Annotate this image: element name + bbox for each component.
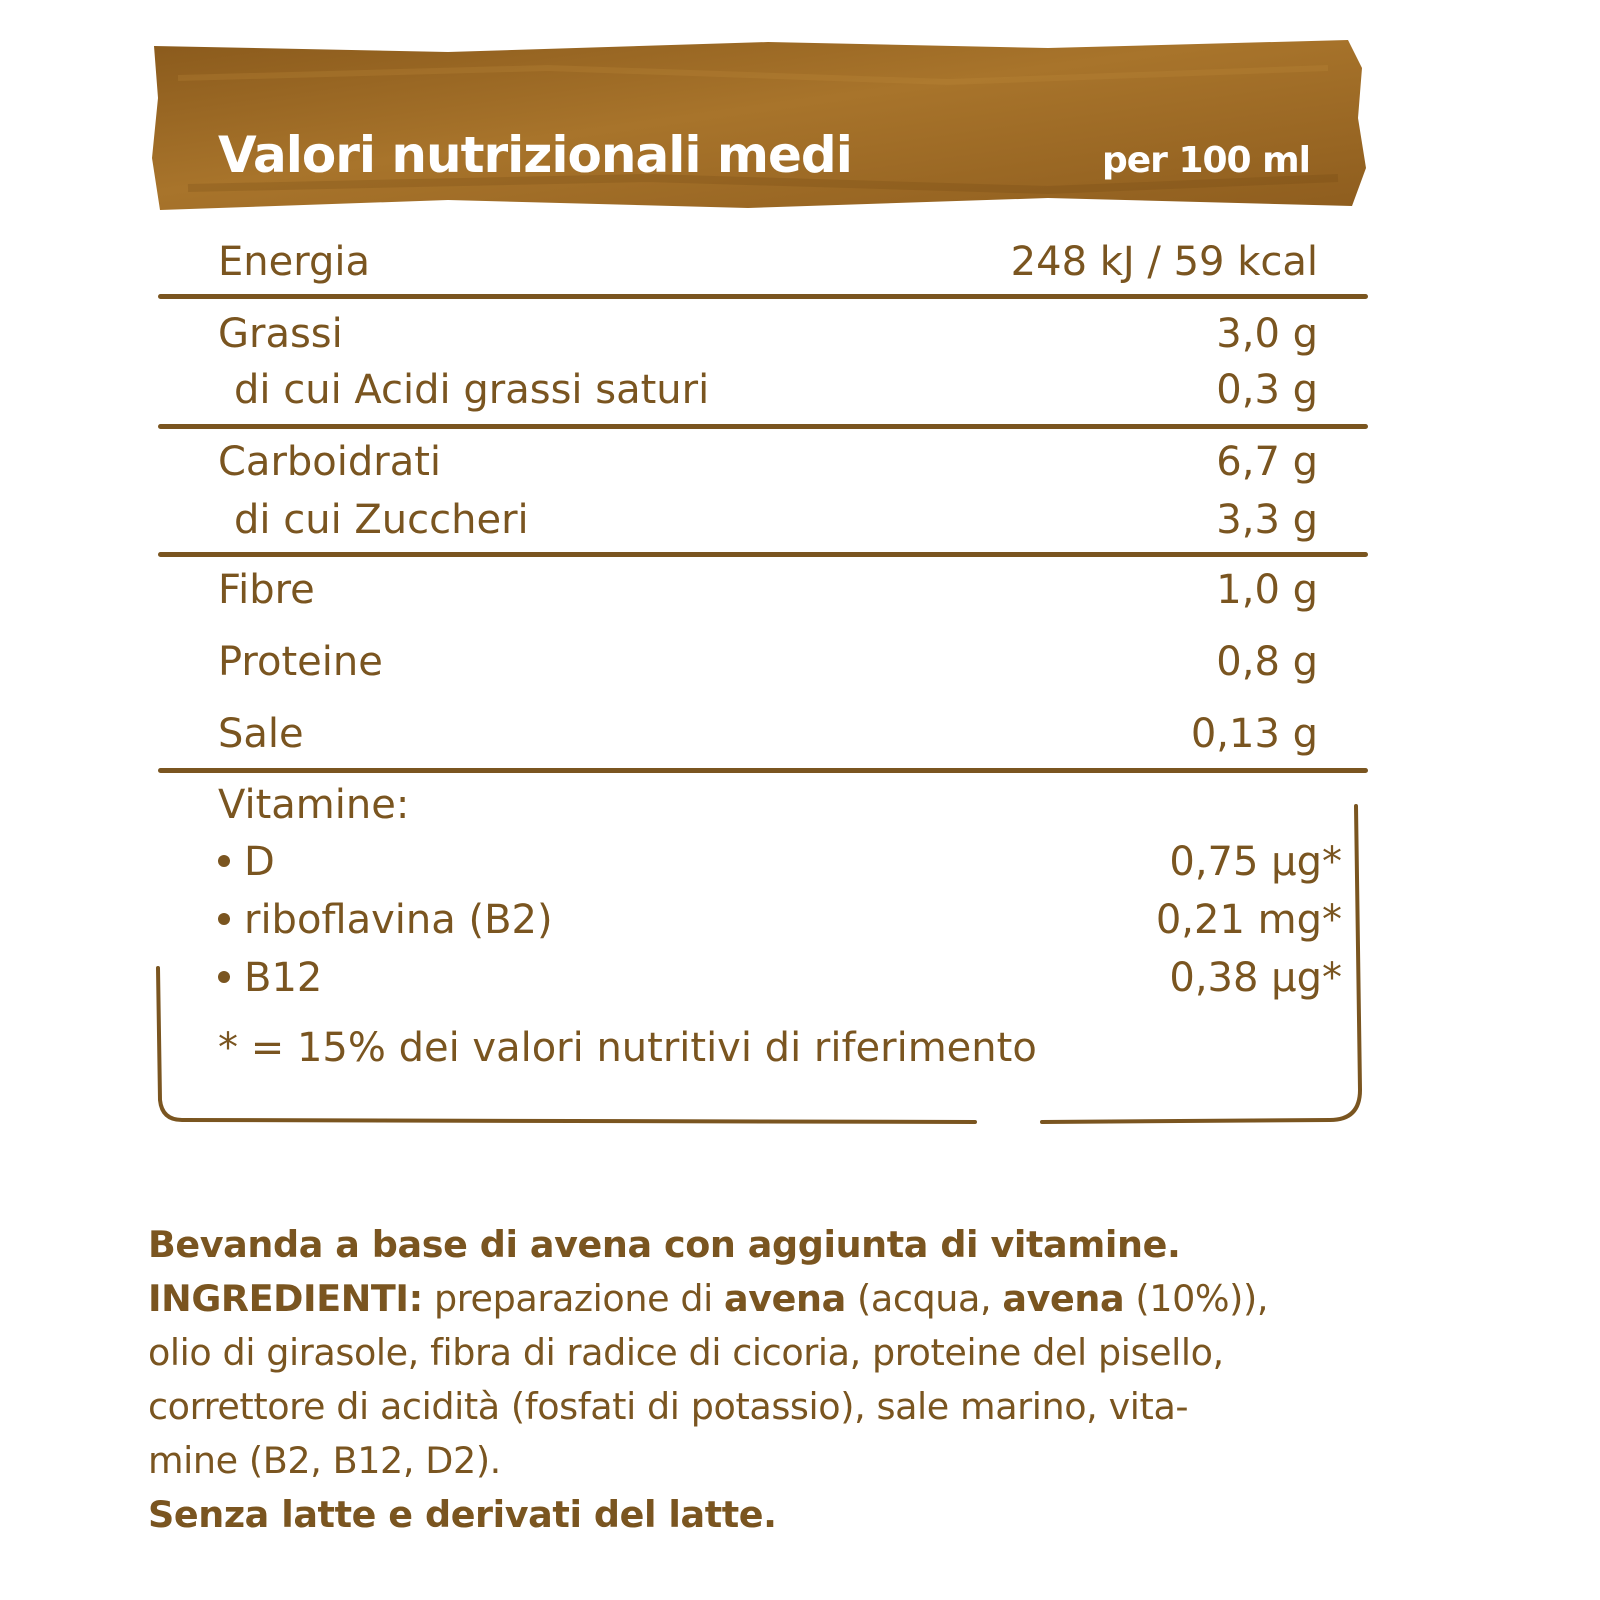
- vitamins-footnote-text: * = 15% dei valori nutritivi di riferimento: [218, 1025, 1037, 1071]
- vitamin-b2-value: 0,21 mg*: [1155, 897, 1342, 943]
- saturi-value: 0,3 g: [1216, 367, 1318, 413]
- ingredients-line-1: [148, 1272, 1448, 1326]
- vitamin-b12-label: B12: [244, 955, 323, 1001]
- proteine-value: 0,8 g: [1216, 639, 1318, 685]
- bullet-icon: [218, 855, 230, 867]
- vitamin-b12-value: 0,38 µg*: [1169, 955, 1342, 1001]
- ingredients-line-3: correttore di acidità (fosfati di potassio), sale marino, vita-: [148, 1385, 1189, 1428]
- product-info: [148, 1218, 1448, 1542]
- saturi-label: di cui Acidi grassi saturi: [234, 367, 710, 413]
- carboidrati-label: Carboidrati: [218, 439, 442, 485]
- zuccheri-value: 3,3 g: [1216, 497, 1318, 543]
- ingredients-line-2: olio di girasole, fibra di radice di cicoria, proteine del pisello,: [148, 1331, 1224, 1374]
- fibre-value: 1,0 g: [1216, 567, 1318, 613]
- vitamin-d-label: D: [244, 839, 275, 885]
- table-title: Valori nutrizionali medi: [218, 126, 852, 184]
- carboidrati-value: 6,7 g: [1216, 439, 1318, 485]
- grassi-value: 3,0 g: [1216, 311, 1318, 357]
- energia-value: 248 kJ / 59 kcal: [1010, 239, 1318, 285]
- ingredients-text: (acqua,: [845, 1277, 1003, 1320]
- zuccheri-label: di cui Zuccheri: [234, 497, 529, 543]
- bullet-icon: [218, 913, 230, 925]
- sale-value: 0,13 g: [1190, 711, 1318, 757]
- fibre-label: Fibre: [218, 567, 315, 613]
- ingredients-line-4: mine (B2, B12, D2).: [148, 1439, 501, 1482]
- ingredients-text: (10%)),: [1124, 1277, 1269, 1320]
- grassi-label: Grassi: [218, 311, 343, 357]
- energia-label: Energia: [218, 239, 370, 285]
- vitamin-b2-label: riboflavina (B2): [244, 897, 553, 943]
- sale-label: Sale: [218, 711, 304, 757]
- bullet-icon: [218, 971, 230, 983]
- ingredient-oat-bold: avena: [724, 1277, 846, 1320]
- ingredients-text: preparazione di: [422, 1277, 725, 1320]
- vitamins-heading-text: Vitamine:: [218, 782, 410, 828]
- per-100ml-label: per 100 ml: [1101, 140, 1310, 181]
- vitamin-d-value: 0,75 µg*: [1169, 839, 1342, 885]
- dairy-free-statement: Senza latte e derivati del latte.: [148, 1493, 777, 1536]
- product-description: Bevanda a base di avena con aggiunta di vitamine.: [148, 1223, 1181, 1266]
- ingredient-oat-bold: avena: [1002, 1277, 1125, 1320]
- proteine-label: Proteine: [218, 639, 383, 685]
- ingredients-heading: INGREDIENTI:: [148, 1277, 423, 1320]
